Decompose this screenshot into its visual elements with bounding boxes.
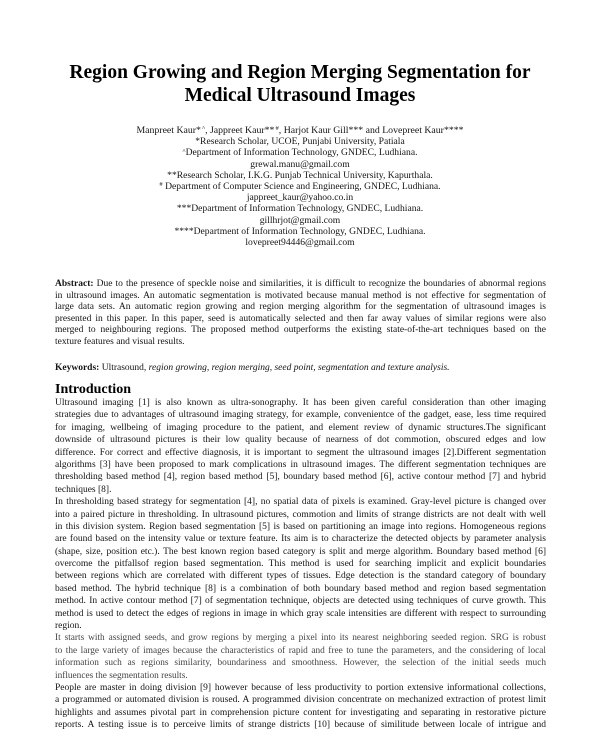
intro-paragraph	[55, 632, 546, 682]
keywords-italic: region growing, region merging, seed point, segmentation and texture analysis.	[148, 363, 450, 373]
affiliation-text: Department of Information Technology, GNDEC, Ludhiana.	[185, 147, 418, 159]
affiliation-line: *Research Scholar, UCOE, Punjabi University, Patiala	[195, 136, 405, 148]
author-block	[0, 125, 600, 248]
body-text-line: method is used to detect the edges of regions in image in which gray scale intensities are different with respect to surrounding	[55, 608, 546, 619]
body-text-line: People are master in doing division [9] however because of less productivity to portion extensive informational collections,	[55, 682, 546, 693]
affiliation-superscript: #	[159, 181, 163, 189]
body-text-line: In thresholding based strategy for segmentation [4], no spatial data of pixels is examined. Gray-level picture is changed over	[55, 497, 546, 508]
body-text-line: are found based on the intensity value or texture feature. Its aim is to characterize the detected objects by parameter analysis	[55, 534, 546, 545]
affiliation-line: ***Department of Information Technology, GNDEC, Ludhiana.	[176, 203, 424, 215]
intro-paragraph	[55, 496, 546, 632]
body-text-line: It starts with assigned seeds, and grow regions by merging a pixel into its nearest neighboring seeded region. SRG is robust	[55, 633, 546, 644]
keywords-plain: Ultrasound,	[99, 363, 149, 373]
intro-paragraph	[55, 682, 546, 732]
affiliation-line: **Research Scholar, I.K.G. Punjab Technical University, Kapurthala.	[167, 169, 433, 181]
body-text-line: strategies due to advantages of ultrasound imaging strategy, for example, convenientce of the gadget, ease, less time required	[55, 410, 546, 421]
body-text-line: techniques [8].	[55, 484, 112, 495]
body-text-line: a programmed or automated division is roused. A programmed division concentrate on mechanized extraction of protest limit	[55, 695, 546, 706]
author-separator: and	[363, 125, 383, 136]
body-text-line: into a paired picture in thresholding. In ultrasound pictures, commotion and limits of strange districts are not dealt with well	[55, 509, 546, 520]
author-mark: **	[264, 125, 275, 136]
author-name: Jappreet Kaur	[209, 125, 265, 136]
body-text-line: method. In active contour method [7] of segmentation technique, objects are detected using techniques of curve growth. This	[55, 596, 546, 607]
author-name: Harjot Kaur Gill	[283, 125, 349, 136]
body-text-line: algorithms [3] have been proposed to mark complications in ultrasound images. The different segmentation techniques are	[55, 459, 546, 470]
affiliation-email: grewal.manu@gmail.com	[250, 158, 350, 170]
body-text-line: (shape, size, position etc.). The best known region based category is split and merge algorithm. Boundary based method [6]	[55, 546, 546, 557]
abstract-line: merged to neighbouring regions. The proposed method outperforms the existing state-of-the-art techniques based on the	[55, 325, 546, 336]
body-text-line: to the large variety of images because the characteristics of rapid and free to tune the parameters, and the considering of local	[55, 645, 546, 656]
abstract-line-text: Due to the presence of speckle noise and similarities, it is difficult to recognize the boundaries of abnormal regions	[96, 279, 546, 289]
author-superscript: ^	[201, 125, 206, 133]
affiliation-line: ****Department of Information Technology, GNDEC, Ludhiana.	[174, 225, 426, 237]
abstract-line	[55, 279, 546, 291]
title-line: Region Growing and Region Merging Segmentation for	[69, 62, 531, 83]
body-text-line: downside of ultrasound pictures is their low quality because of nearness of dot commotion, obscured edges and low	[55, 435, 546, 446]
affiliation-superscript: ^	[182, 147, 186, 155]
title-line: Medical Ultrasound Images	[184, 85, 416, 106]
author-name: Lovepreet Kaur	[382, 125, 444, 136]
paper-title	[0, 61, 600, 107]
body-text-line: for imaging, wellbeing of imaging procedure to the patient, and element review of dynamic structures.The significant	[55, 422, 546, 433]
body-text-line: overcome the pitfallsof region based segmentation. This method is used for searching implicit and explicit boundaries	[55, 559, 546, 570]
author-list	[0, 125, 600, 136]
intro-paragraph	[55, 397, 546, 496]
affiliation-text: Department of Computer Science and Engineering, GNDEC, Ludhiana.	[162, 180, 441, 192]
affiliation-email: jappreet_kaur@yahoo.co.in	[246, 192, 354, 204]
abstract-line: presented in this paper. In this paper, seed is automatically selected and then far away values of similar regions were also	[55, 313, 546, 324]
section-heading-introduction: Introduction	[55, 382, 131, 397]
author-mark: ****	[443, 125, 464, 136]
affiliation-line	[0, 147, 600, 158]
body-text-line: between regions which are correlated with different types of tissues. Edge detection is the standard category of boundary	[55, 571, 546, 582]
introduction-body	[55, 397, 546, 732]
keywords-label: Keywords:	[55, 363, 100, 373]
author-separator: ,	[205, 125, 210, 136]
body-text-line: influences the segmentation results.	[55, 670, 188, 681]
author-superscript: #	[275, 125, 279, 133]
author-name: Manpreet Kaur	[136, 125, 197, 136]
abstract-line: in ultrasound images. An automatic segmentation is motivated because manual method is not effective for segmentation of	[55, 290, 546, 301]
body-text-line: Ultrasound imaging [1] is also known as ultra-sonography. It has been given careful consideration than other imaging	[55, 398, 546, 408]
author-mark: ***	[348, 125, 364, 136]
affiliation-email: gillhrjot@gmail.com	[259, 214, 341, 226]
body-text-line: region.	[55, 621, 82, 632]
body-text-line: reports. A testing issue is to perceive limits of strange districts [10] because of similitude between locale of intrigue and	[55, 720, 546, 731]
body-text-line: difference. For correct and effective diagnosis, it is important to segment the ultrasound images [2].Different segmentation	[55, 447, 546, 458]
body-text-line: based method. The hybrid technique [8] is a combination of both boundary based method and region based segmentation	[55, 583, 546, 594]
author-separator: ,	[278, 125, 284, 136]
body-text-line: information such as regions similarity, boundariness and smoothness. However, the selection of the initial seeds much	[55, 658, 546, 669]
abstract-line: large data sets. An automatic region growing and region merging algorithm for the segmentation of ultrasound images is	[55, 302, 546, 313]
body-text-line: thresholding based method [4], region based method [5], boundary based method [6], active contour method [7] and hybrid	[55, 472, 546, 483]
affiliation-line	[0, 181, 600, 192]
abstract-line: texture features and visual results.	[55, 336, 185, 347]
affiliation-email: lovepreet94446@gmail.com	[245, 236, 355, 248]
author-mark: *	[196, 125, 201, 136]
body-text-line: in this division system. Region based segmentation [5] is based on partitioning an image into regions. Homogeneous regions	[55, 521, 546, 532]
abstract-label: Abstract:	[55, 279, 94, 289]
abstract	[55, 279, 546, 349]
body-text-line: highlights and assumes pivotal part in comprehension picture content for investigating and separating in restorative picture	[55, 707, 546, 718]
keywords	[55, 362, 546, 374]
